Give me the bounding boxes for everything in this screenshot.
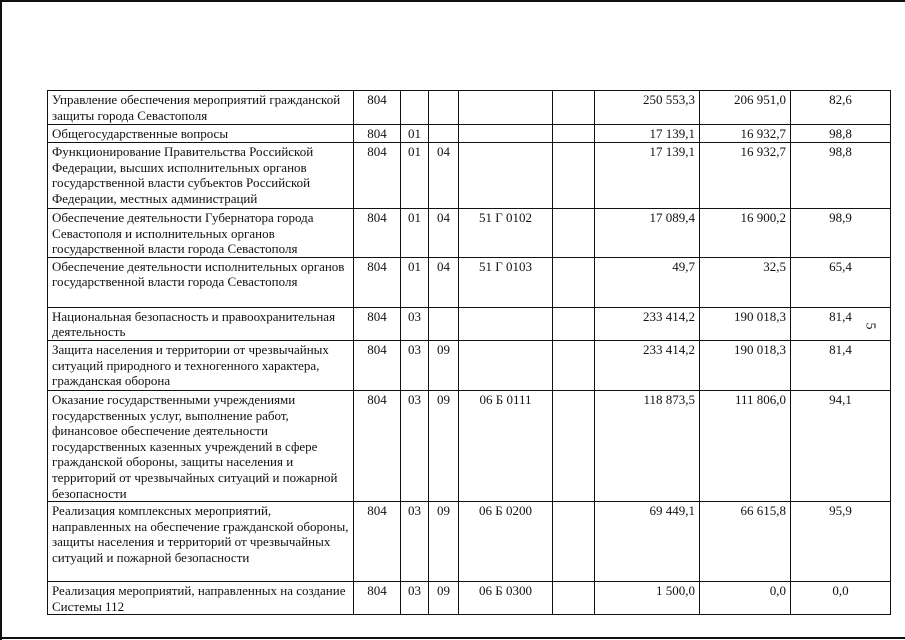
- cell-percent: 81,4: [791, 340, 891, 390]
- cell-plan: 233 414,2: [595, 340, 700, 390]
- cell-plan: 1 500,0: [595, 582, 700, 615]
- cell-ved: 804: [354, 91, 401, 125]
- cell-vr: [553, 143, 595, 209]
- cell-plan: 69 449,1: [595, 502, 700, 582]
- cell-ved: 804: [354, 502, 401, 582]
- cell-rz: 03: [401, 390, 429, 501]
- cell-percent: 82,6: [791, 91, 891, 125]
- cell-pr: 09: [429, 390, 459, 501]
- table-row: [48, 502, 891, 582]
- cell-csr: 51 Г 0102: [459, 209, 553, 258]
- cell-csr: [459, 125, 553, 143]
- cell-ved: 804: [354, 257, 401, 307]
- page-number: 5: [862, 322, 878, 330]
- cell-vr: [553, 390, 595, 501]
- table-row: [48, 390, 891, 501]
- cell-fact: 16 932,7: [700, 125, 791, 143]
- table-row: [48, 209, 891, 258]
- page-border-bottom: [0, 637, 905, 639]
- page-border-left: [0, 0, 2, 640]
- cell-plan: 250 553,3: [595, 91, 700, 125]
- cell-name: Реализация мероприятий, направленных на создание Системы 112: [48, 582, 354, 615]
- cell-pr: [429, 307, 459, 340]
- cell-vr: [553, 340, 595, 390]
- cell-csr: [459, 340, 553, 390]
- cell-fact: 111 806,0: [700, 390, 791, 501]
- cell-rz: [401, 91, 429, 125]
- cell-rz: 01: [401, 125, 429, 143]
- cell-pr: [429, 91, 459, 125]
- cell-csr: 51 Г 0103: [459, 257, 553, 307]
- cell-rz: 03: [401, 582, 429, 615]
- cell-name: Обеспечение деятельности исполнительных органов государственной власти города Севастополя: [48, 257, 354, 307]
- cell-plan: 17 089,4: [595, 209, 700, 258]
- table-row: [48, 91, 891, 125]
- cell-percent: 81,4: [791, 307, 891, 340]
- cell-rz: 01: [401, 257, 429, 307]
- cell-pr: 09: [429, 502, 459, 582]
- cell-vr: [553, 125, 595, 143]
- cell-pr: 04: [429, 257, 459, 307]
- cell-fact: 190 018,3: [700, 340, 791, 390]
- cell-ved: 804: [354, 125, 401, 143]
- cell-fact: 16 932,7: [700, 143, 791, 209]
- cell-name: Управление обеспечения мероприятий гражданской защиты города Севастополя: [48, 91, 354, 125]
- cell-pr: 04: [429, 143, 459, 209]
- cell-vr: [553, 257, 595, 307]
- cell-pr: [429, 125, 459, 143]
- cell-fact: 206 951,0: [700, 91, 791, 125]
- cell-fact: 16 900,2: [700, 209, 791, 258]
- cell-csr: 06 Б 0200: [459, 502, 553, 582]
- cell-rz: 03: [401, 502, 429, 582]
- cell-plan: 17 139,1: [595, 125, 700, 143]
- cell-vr: [553, 209, 595, 258]
- cell-rz: 03: [401, 307, 429, 340]
- page-border-top: [0, 0, 905, 2]
- cell-name: Реализация комплексных мероприятий, направленных на обеспечение гражданской обороны, защиты населения и территорий от чрезвычайных ситуаций и пожарной безопасности: [48, 502, 354, 582]
- cell-plan: 17 139,1: [595, 143, 700, 209]
- cell-ved: 804: [354, 209, 401, 258]
- cell-vr: [553, 582, 595, 615]
- cell-percent: 65,4: [791, 257, 891, 307]
- cell-percent: 98,8: [791, 143, 891, 209]
- cell-csr: 06 Б 0300: [459, 582, 553, 615]
- cell-percent: 98,8: [791, 125, 891, 143]
- cell-csr: [459, 307, 553, 340]
- cell-csr: 06 Б 0111: [459, 390, 553, 501]
- budget-table: [47, 90, 891, 615]
- table-row: [48, 340, 891, 390]
- cell-pr: 04: [429, 209, 459, 258]
- cell-vr: [553, 502, 595, 582]
- cell-pr: 09: [429, 340, 459, 390]
- cell-percent: 0,0: [791, 582, 891, 615]
- cell-fact: 190 018,3: [700, 307, 791, 340]
- cell-ved: 804: [354, 390, 401, 501]
- table-row: [48, 307, 891, 340]
- cell-percent: 94,1: [791, 390, 891, 501]
- table-row: [48, 257, 891, 307]
- cell-percent: 95,9: [791, 502, 891, 582]
- cell-name: Обеспечение деятельности Губернатора города Севастополя и исполнительных органов государственной власти города Севастополя: [48, 209, 354, 258]
- cell-name: Защита населения и территории от чрезвычайных ситуаций природного и техногенного характера, гражданская оборона: [48, 340, 354, 390]
- cell-fact: 66 615,8: [700, 502, 791, 582]
- cell-percent: 98,9: [791, 209, 891, 258]
- cell-ved: 804: [354, 307, 401, 340]
- cell-name: Национальная безопасность и правоохранительная деятельность: [48, 307, 354, 340]
- cell-name: Оказание государственными учреждениями государственных услуг, выполнение работ, финансовое обеспечение деятельности государственных казенных учреждений в сфере гражданской обороны, защиты населения и территорий от чрезвычайных ситуаций и пожарной безопасности: [48, 390, 354, 501]
- cell-rz: 01: [401, 143, 429, 209]
- cell-pr: 09: [429, 582, 459, 615]
- cell-vr: [553, 307, 595, 340]
- cell-ved: 804: [354, 143, 401, 209]
- cell-vr: [553, 91, 595, 125]
- cell-name: Функционирование Правительства Российской Федерации, высших исполнительных органов государственной власти субъектов Российской Федерации, местных администраций: [48, 143, 354, 209]
- cell-rz: 03: [401, 340, 429, 390]
- table-row: [48, 143, 891, 209]
- cell-rz: 01: [401, 209, 429, 258]
- cell-plan: 118 873,5: [595, 390, 700, 501]
- table-row: [48, 125, 891, 143]
- table-body: [48, 91, 891, 615]
- cell-fact: 0,0: [700, 582, 791, 615]
- cell-name: Общегосударственные вопросы: [48, 125, 354, 143]
- cell-fact: 32,5: [700, 257, 791, 307]
- cell-plan: 49,7: [595, 257, 700, 307]
- cell-ved: 804: [354, 340, 401, 390]
- cell-csr: [459, 91, 553, 125]
- cell-plan: 233 414,2: [595, 307, 700, 340]
- table-row: [48, 582, 891, 615]
- cell-ved: 804: [354, 582, 401, 615]
- cell-csr: [459, 143, 553, 209]
